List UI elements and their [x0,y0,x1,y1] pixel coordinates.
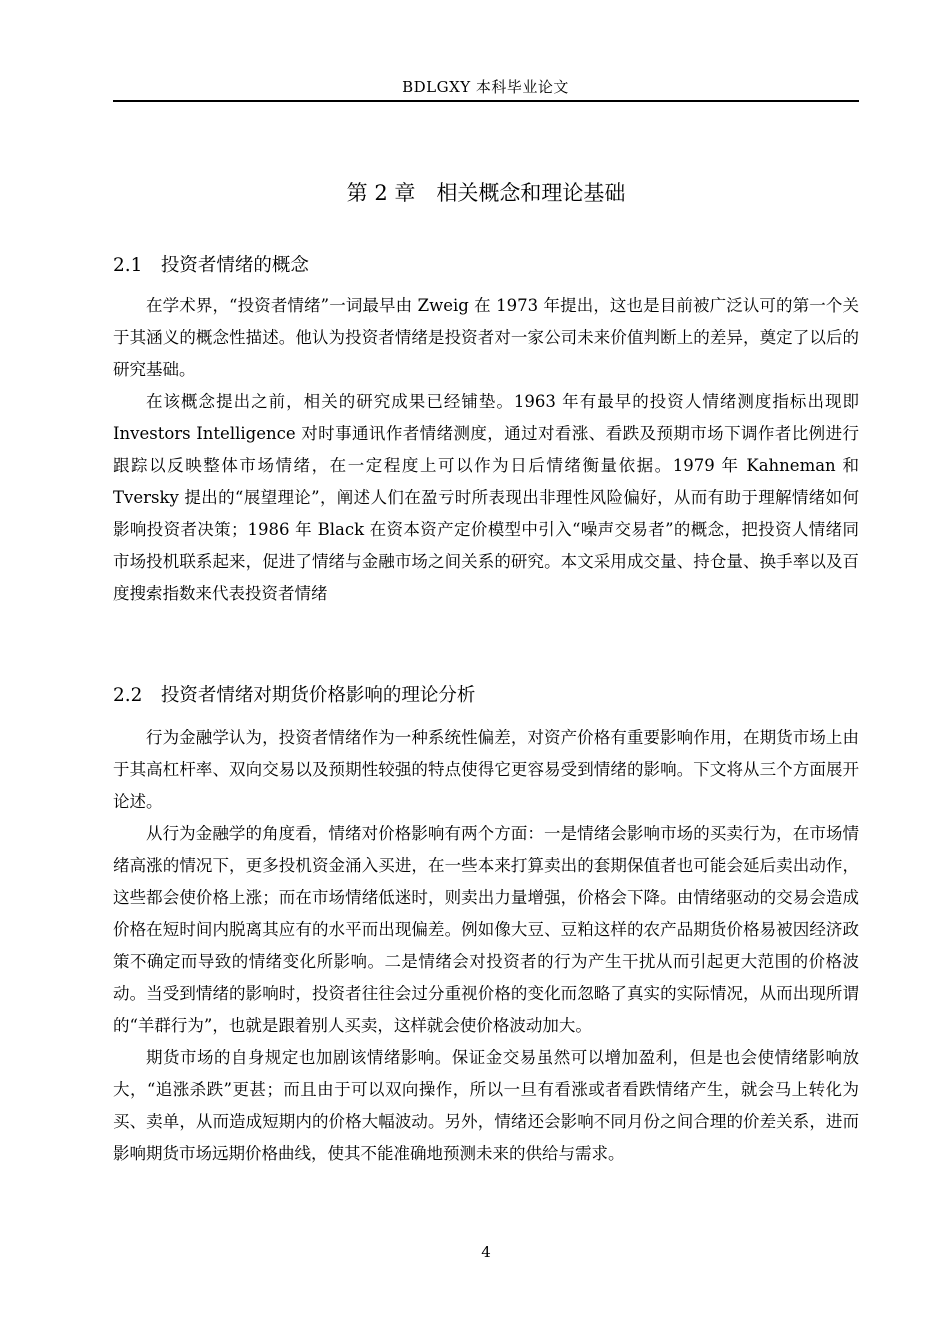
page-number: 4 [481,1243,491,1261]
section-heading-2-2: 2.2 投资者情绪对期货价格影响的理论分析 [113,685,476,706]
paragraph: 期货市场的自身规定也加剧该情绪影响。保证金交易虽然可以增加盈利，但是也会使情绪影响放大，“追涨杀跌”更甚；而且由于可以双向操作，所以一旦有看涨或者看跌情绪产生，就会马上转化为买、卖单，从而造成短期内的价格大幅波动。另外，情绪还会影响不同月份之间合理的价差关系，进而影响期货市场远期价格曲线，使其不能准确地预测未来的供给与需求。 [113,1048,859,1163]
header-rule [113,100,859,102]
section-body-2-2 [113,722,859,1170]
paragraph: 在学术界，“投资者情绪”一词最早由 Zweig 在 1973 年提出，这也是目前被广泛认可的第一个关于其涵义的概念性描述。他认为投资者情绪是投资者对一家公司未来价值判断上的差异，奠定了以后的研究基础。 [113,296,859,379]
section-body-2-1 [113,290,859,610]
running-header: BDLGXY 本科毕业论文 [402,78,569,96]
paragraph: 从行为金融学的角度看，情绪对价格影响有两个方面：一是情绪会影响市场的买卖行为，在市场情绪高涨的情况下，更多投机资金涌入买进，在一些本来打算卖出的套期保值者也可能会延后卖出动作，这些都会使价格上涨；而在市场情绪低迷时，则卖出力量增强，价格会下降。由情绪驱动的交易会造成价格在短时间内脱离其应有的水平而出现偏差。例如像大豆、豆粕这样的农产品期货价格易被因经济政策不确定而导致的情绪变化所影响。二是情绪会对投资者的行为产生干扰从而引起更大范围的价格波动。当受到情绪的影响时，投资者往往会过分重视价格的变化而忽略了真实的实际情况，从而出现所谓的“羊群行为”，也就是跟着别人买卖，这样就会使价格波动加大。 [113,824,859,1035]
paragraph: 在该概念提出之前，相关的研究成果已经铺垫。1963 年有最早的投资人情绪测度指标出现即 Investors Intelligence 对时事通讯作者情绪测度，通过对看涨、看跌及预期市场下调作者比例进行跟踪以反映整体市场情绪，在一定程度上可以作为日后情绪衡量依据。1979 年 Kahneman 和 Tversky 提出的“展望理论”，阐述人们在盈亏时所表现出非理性风险偏好，从而有助于理解情绪如何影响投资者决策；1986 年 Black 在资本资产定价模型中引入“噪声交易者”的概念，把投资人情绪同市场投机联系起来，促进了情绪与金融市场之间关系的研究。本文采用成交量、持仓量、换手率以及百度搜索指数来代表投资者情绪 [113,392,859,603]
chapter-title: 第 2 章 相关概念和理论基础 [346,181,626,205]
paragraph: 行为金融学认为，投资者情绪作为一种系统性偏差，对资产价格有重要影响作用，在期货市场上由于其高杠杆率、双向交易以及预期性较强的特点使得它更容易受到情绪的影响。下文将从三个方面展开论述。 [113,728,859,811]
section-heading-2-1: 2.1 投资者情绪的概念 [113,255,309,276]
